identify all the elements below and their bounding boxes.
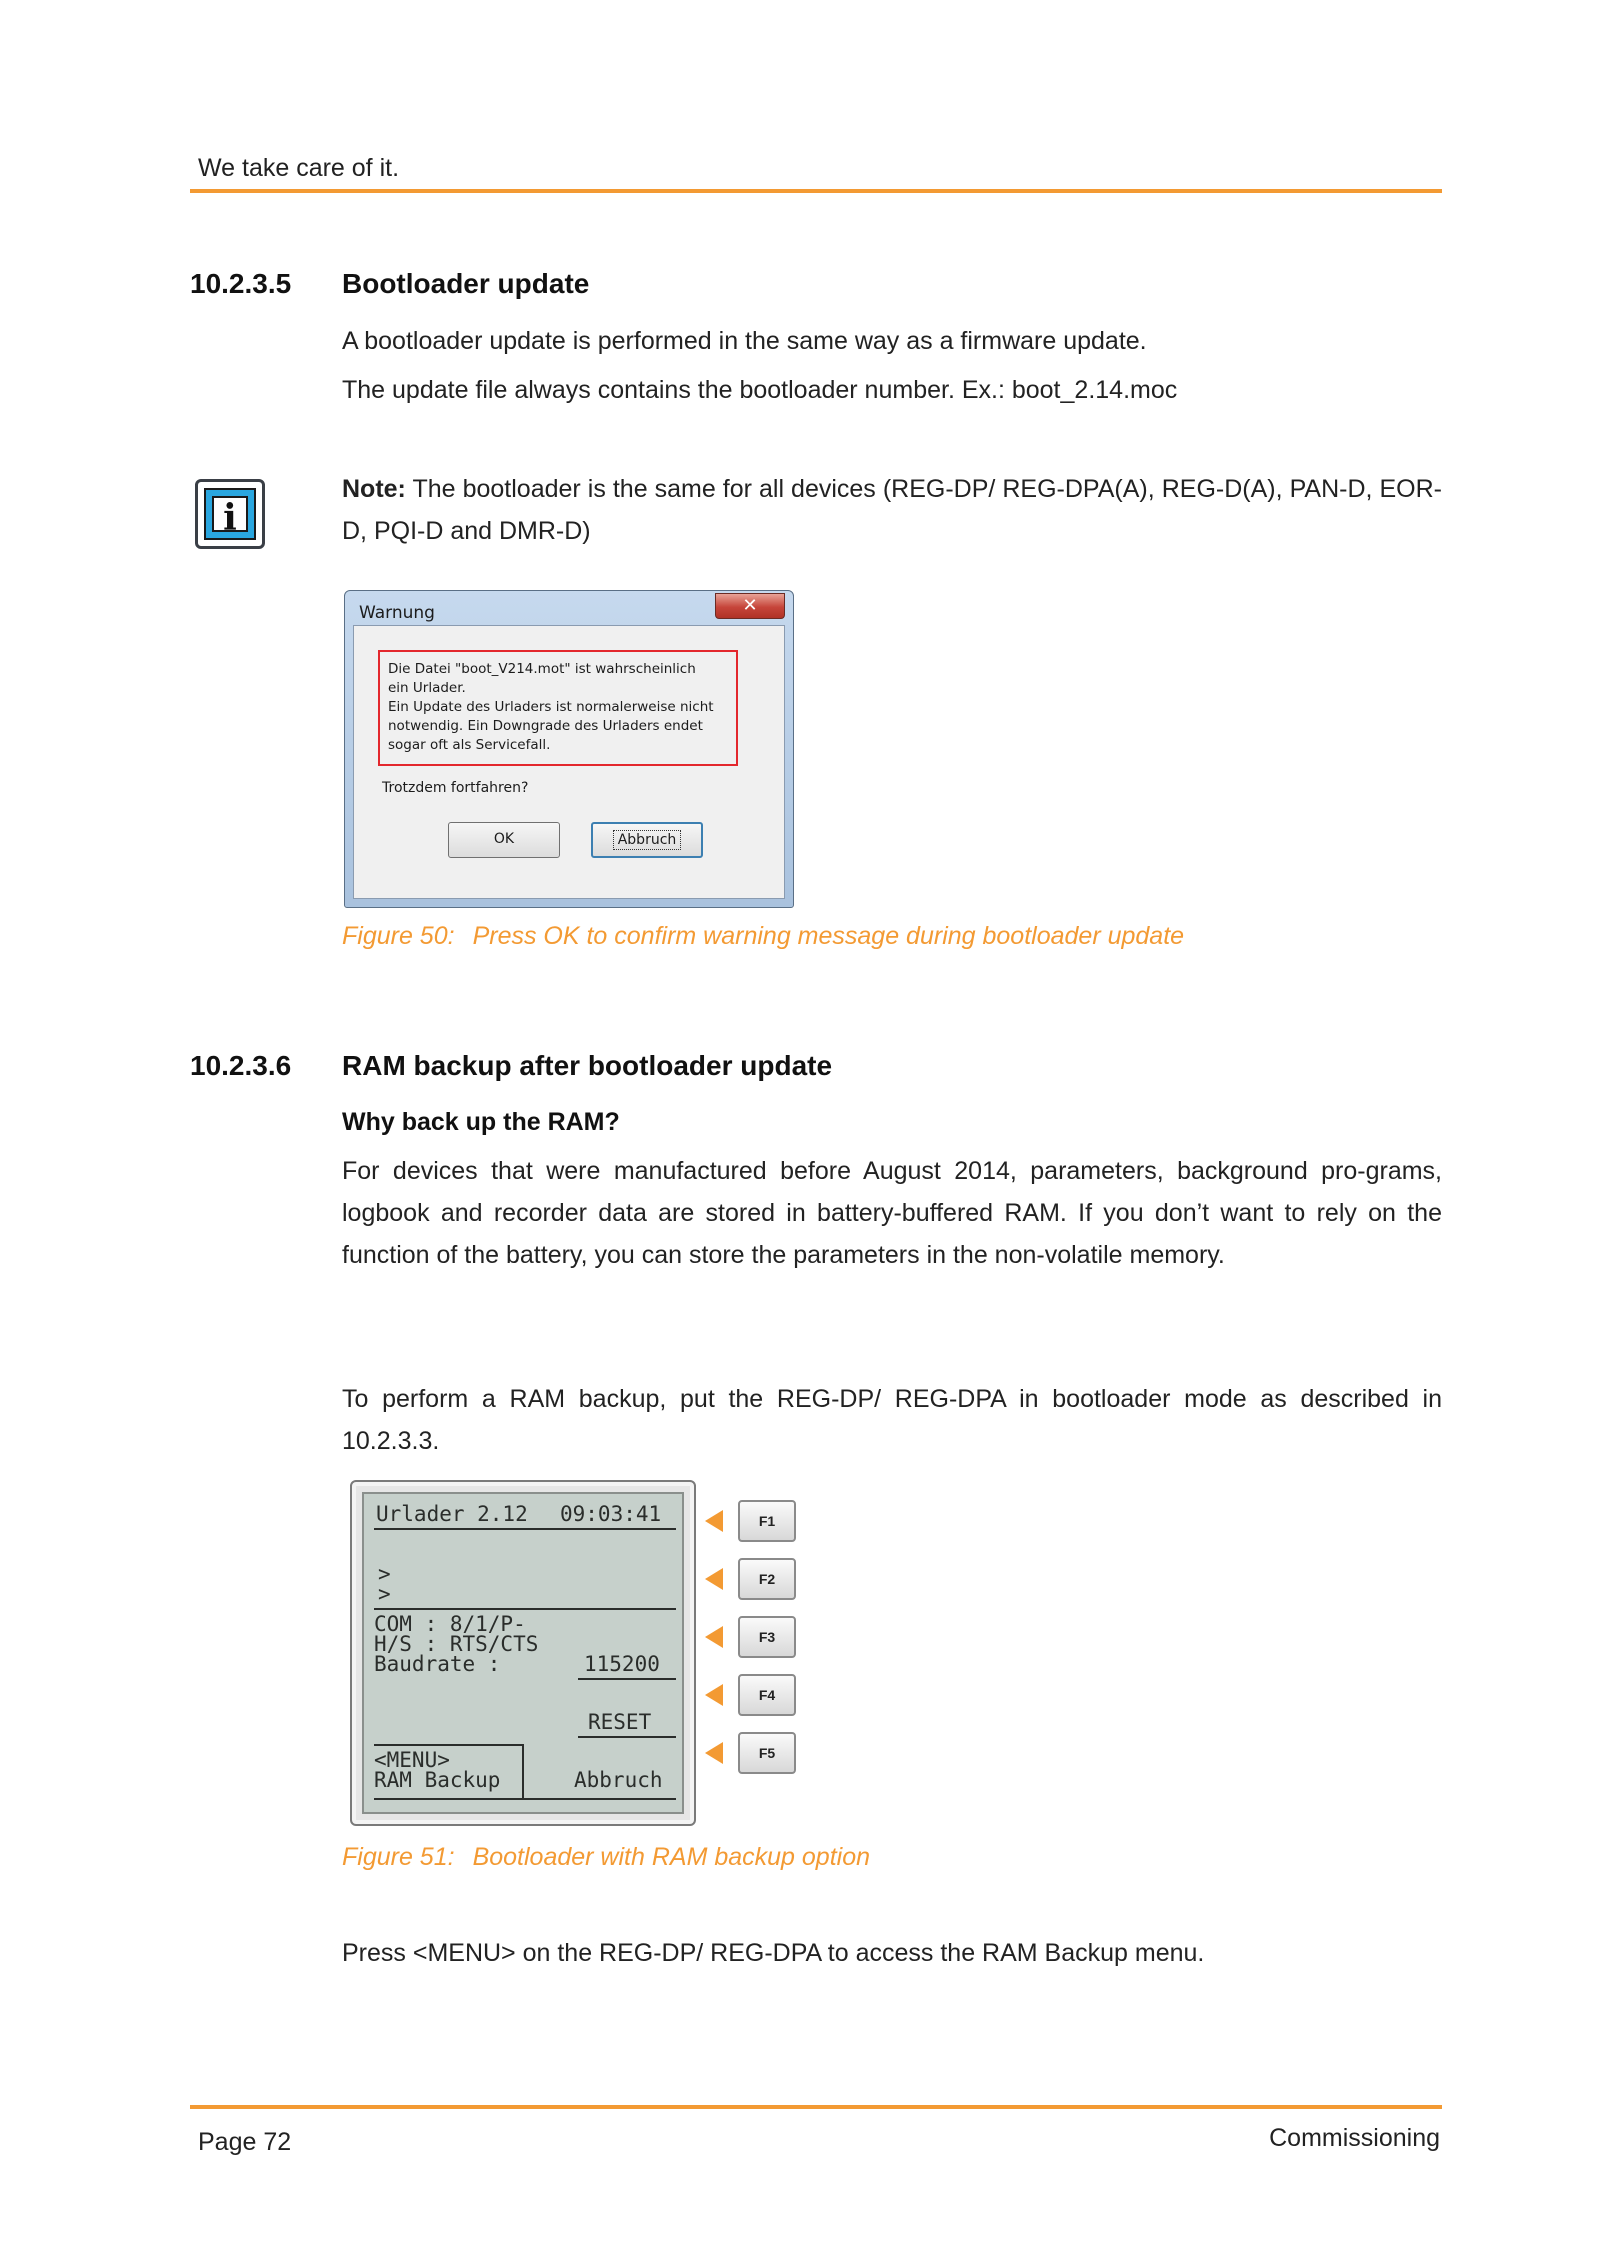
subheading: Why back up the RAM? (342, 1108, 620, 1136)
lcd-menu: <MENU> (374, 1748, 450, 1772)
lcd-prompt: > (378, 1562, 391, 1586)
device-display (350, 1480, 696, 1826)
lcd-divider (374, 1608, 676, 1610)
note-label: Note: (342, 475, 406, 503)
f3-key[interactable]: F3 (738, 1616, 796, 1658)
paragraph: To perform a RAM backup, put the REG-DP/ REG-DPA in bootloader mode as described in 10.2.3.3. (342, 1385, 1442, 1455)
lcd-time: 09:03:41 (560, 1502, 662, 1526)
figure-text: Press OK to confirm warning message during bootloader update (472, 922, 1185, 950)
message-line: Die Datei "boot_V214.mot" ist wahrscheinlich (388, 661, 696, 677)
arrow-left-icon (705, 1510, 723, 1532)
lcd-abort: Abbruch (574, 1768, 663, 1792)
dialog-question: Trotzdem fortfahren? (382, 780, 529, 796)
lcd-screen (362, 1492, 684, 1814)
f1-key[interactable]: F1 (738, 1500, 796, 1542)
figure-label: Figure 51: (342, 1843, 455, 1871)
section-number: 10.2.3.6 (190, 1050, 292, 1081)
paragraph: The update file always contains the bootloader number. Ex.: boot_2.14.moc (342, 376, 1178, 404)
lcd-title: Urlader 2.12 (376, 1502, 528, 1526)
paragraph: For devices that were manufactured before August 2014, parameters, background pro-grams, logbook and recorder data are stored in battery-buffered RAM. If you don’t want to rely on the function of the battery, you can store the parameters in the non-volatile memory. (342, 1157, 1442, 1269)
arrow-left-icon (705, 1684, 723, 1706)
figure-caption (342, 1843, 870, 1872)
header-rule (190, 189, 1442, 193)
page-number: Page 72 (198, 2128, 292, 2156)
figure-caption (342, 922, 1184, 951)
note-body: The bootloader is the same for all devices (REG-DP/ REG-DPA(A), REG-D(A), PAN-D, EOR-D, PQI-D and DMR-D) (342, 475, 1442, 545)
figure-label: Figure 50: (342, 922, 455, 950)
arrow-left-icon (705, 1626, 723, 1648)
dialog-body (353, 625, 785, 899)
f5-key[interactable]: F5 (738, 1732, 796, 1774)
figure-text: Bootloader with RAM backup option (472, 1843, 871, 1871)
arrow-left-icon (705, 1568, 723, 1590)
lcd-prompt: > (378, 1582, 391, 1606)
message-line: notwendig. Ein Downgrade des Urladers endet (388, 718, 703, 734)
lcd-divider (374, 1798, 676, 1800)
message-line: ein Urlader. (388, 680, 466, 696)
message-line: Ein Update des Urladers ist normalerweise nicht (388, 699, 714, 715)
section-title: RAM backup after bootloader update (342, 1050, 833, 1081)
warning-dialog (344, 590, 794, 908)
lcd-divider (578, 1736, 676, 1738)
chapter-name: Commissioning (1269, 2124, 1440, 2152)
note-text (342, 468, 1442, 552)
f2-key[interactable]: F2 (738, 1558, 796, 1600)
paragraph: Press <MENU> on the REG-DP/ REG-DPA to access the RAM Backup menu. (342, 1939, 1205, 1967)
lcd-baud-label: Baudrate : (374, 1652, 501, 1676)
lcd-com-line: COM : 8/1/P- (374, 1612, 526, 1636)
arrow-left-icon (705, 1742, 723, 1764)
info-icon: i (195, 479, 265, 549)
lcd-divider (578, 1678, 676, 1680)
header-tagline: We take care of it. (198, 154, 400, 182)
close-icon[interactable]: ✕ (715, 593, 785, 619)
paragraph: A bootloader update is performed in the same way as a firmware update. (342, 327, 1147, 355)
dialog-message (378, 650, 738, 766)
cancel-button[interactable] (591, 822, 703, 858)
lcd-baud-value: 115200 (584, 1652, 660, 1676)
lcd-hs-line: H/S : RTS/CTS (374, 1632, 539, 1656)
cancel-button-label: Abbruch (613, 830, 682, 850)
f4-key[interactable]: F4 (738, 1674, 796, 1716)
lcd-ram-backup: RAM Backup (374, 1768, 501, 1792)
dialog-title: Warnung (359, 603, 435, 623)
lcd-divider (374, 1528, 676, 1530)
section-number: 10.2.3.5 (190, 268, 292, 299)
message-line: sogar oft als Servicefall. (388, 737, 551, 753)
lcd-reset: RESET (588, 1710, 652, 1734)
footer-rule (190, 2105, 1442, 2109)
ok-button[interactable]: OK (448, 822, 560, 858)
section-title: Bootloader update (342, 268, 590, 299)
